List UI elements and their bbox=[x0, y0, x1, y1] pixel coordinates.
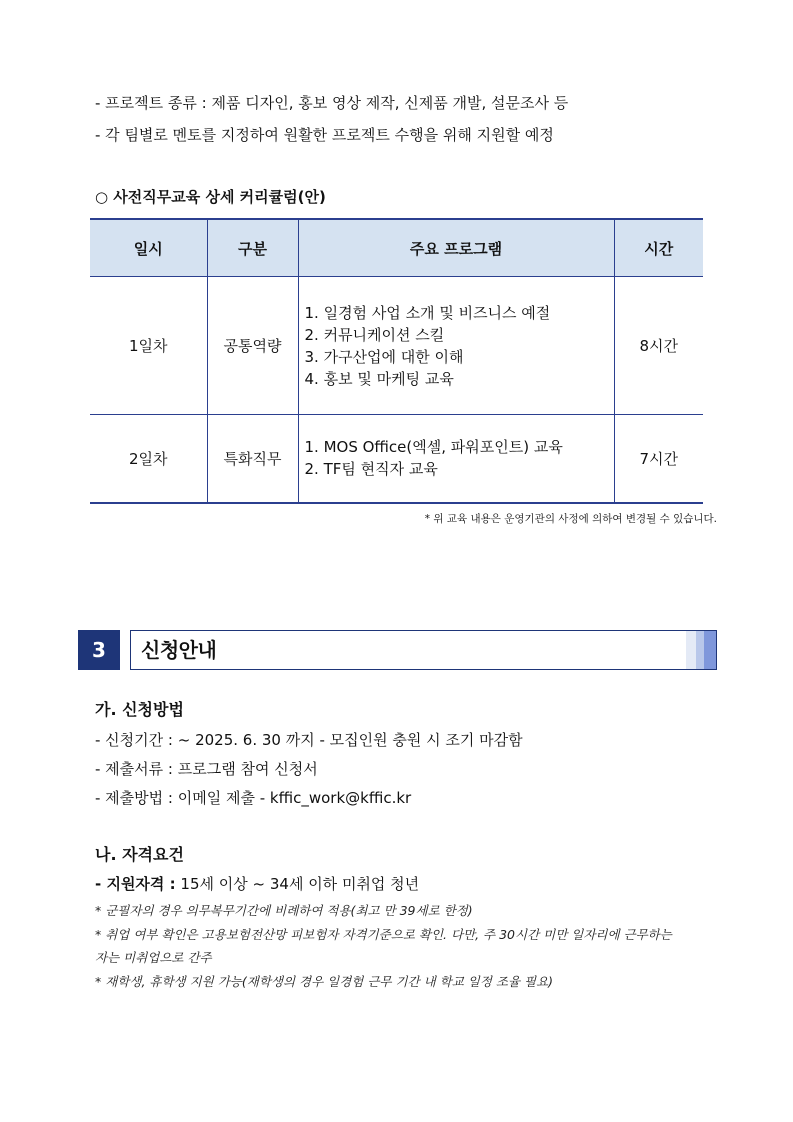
section-number: 3 bbox=[78, 630, 120, 670]
program-item: 3. 가구산업에 대한 이해 bbox=[304, 347, 464, 366]
program-item: 1. 일경험 사업 소개 및 비즈니스 예절 bbox=[304, 303, 551, 322]
row-category: 공통역량 bbox=[207, 277, 298, 415]
program-item: 1. MOS Office(엑셀, 파워포인트) 교육 bbox=[304, 438, 563, 457]
eligibility-line bbox=[95, 874, 419, 894]
curriculum-table bbox=[90, 218, 703, 504]
mentor-line: - 각 팀별로 멘토를 지정하여 원활한 프로젝트 수행을 위해 지원할 예정 bbox=[95, 126, 554, 144]
row-programs bbox=[298, 277, 614, 415]
row-day: 1일차 bbox=[90, 277, 207, 415]
table-row bbox=[90, 415, 703, 503]
program-item: 4. 홍보 및 마케팅 교육 bbox=[304, 369, 454, 388]
section-title: 신청안내 bbox=[141, 638, 217, 662]
header-decoration bbox=[696, 631, 704, 669]
curriculum-title: ○ 사전직무교육 상세 커리큘럼(안) bbox=[95, 188, 326, 206]
header-decoration bbox=[704, 631, 716, 669]
header-hours: 시간 bbox=[614, 219, 703, 277]
eligibility-note: 자는 미취업으로 간주 bbox=[95, 950, 212, 965]
eligibility-note: * 취업 여부 확인은 고용보험전산망 피보험자 자격기준으로 확인. 다만, 주 30시간 미만 일자리에 근무하는 bbox=[95, 927, 672, 942]
program-item: 2. 커뮤니케이션 스킬 bbox=[304, 325, 445, 344]
header-category: 구분 bbox=[207, 219, 298, 277]
header-decoration bbox=[686, 631, 696, 669]
row-programs bbox=[298, 415, 614, 503]
row-hours: 8시간 bbox=[614, 277, 703, 415]
table-header-row bbox=[90, 219, 703, 277]
eligibility-note: * 재학생, 휴학생 지원 가능(재학생의 경우 일경험 근무 기간 내 학교 일정 조율 필요) bbox=[95, 974, 554, 989]
section-header-box bbox=[130, 630, 717, 670]
apply-submission-line: - 제출방법 : 이메일 제출 - kffic_work@kffic.kr bbox=[95, 789, 412, 807]
apply-documents-line: - 제출서류 : 프로그램 참여 신청서 bbox=[95, 760, 318, 778]
eligibility-value: 15세 이상 ~ 34세 이하 미취업 청년 bbox=[180, 875, 420, 893]
header-program: 주요 프로그램 bbox=[298, 219, 614, 277]
eligibility-heading: 나. 자격요건 bbox=[95, 845, 184, 864]
apply-method-heading: 가. 신청방법 bbox=[95, 700, 184, 719]
project-types-line: - 프로젝트 종류 : 제품 디자인, 홍보 영상 제작, 신제품 개발, 설문조사 등 bbox=[95, 94, 569, 112]
row-hours: 7시간 bbox=[614, 415, 703, 503]
program-item: 2. TF팀 현직자 교육 bbox=[304, 460, 438, 479]
row-day: 2일차 bbox=[90, 415, 207, 503]
eligibility-label: - 지원자격 : bbox=[95, 875, 176, 893]
eligibility-note: * 군필자의 경우 의무복무기간에 비례하여 적용(최고 만 39세로 한정) bbox=[95, 903, 473, 918]
table-note: * 위 교육 내용은 운영기관의 사정에 의하여 변경될 수 있습니다. bbox=[424, 513, 717, 525]
row-category: 특화직무 bbox=[207, 415, 298, 503]
header-date: 일시 bbox=[90, 219, 207, 277]
apply-period-line: - 신청기간 : ~ 2025. 6. 30 까지 - 모집인원 충원 시 조기 마감함 bbox=[95, 731, 523, 749]
table-row bbox=[90, 277, 703, 415]
